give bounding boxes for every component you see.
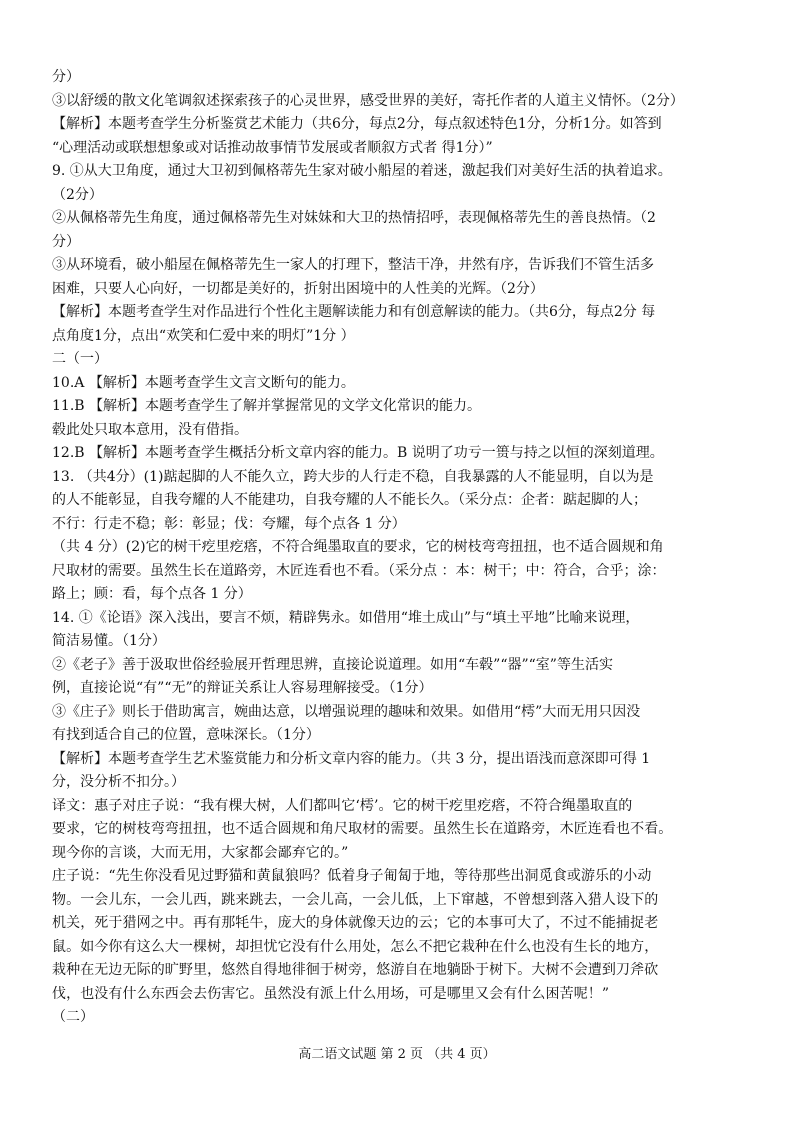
- text-line: ③《庄子》则长于借助寓言，婉曲达意，以增强说理的趣味和效果。如借用“樗”大而无用只因没: [52, 703, 641, 720]
- text-line: 10.A 【解析】本题考查学生文言文断句的能力。: [52, 374, 355, 391]
- text-line: ②《老子》善于汲取世俗经验展开哲理思辨，直接论说道理。如用“车毂”“器”“室”等生活实: [52, 656, 613, 673]
- section-heading: （二）: [52, 1009, 94, 1025]
- page-footer: 高二语文试题 第 2 页 （共 4 页）: [298, 1047, 496, 1062]
- text-line: ③从环境看，破小船屋在佩格蒂先生一家人的打理下，整洁干净，井然有序，告诉我们不管生活多: [52, 257, 654, 273]
- text-line: 困难，只要人心向好，一切都是美好的，折射出困境中的人性美的光辉。（2分）: [52, 280, 544, 297]
- text-line: 【解析】本题考查学生分析鉴赏艺术能力（共6分，每点2分，每点叙述特色1分，分析1分。如答到: [52, 116, 662, 132]
- text-line: 11.B 【解析】本题考查学生了解并掌握常见的文学文化常识的能力。: [52, 398, 482, 414]
- text-line: （2分）: [52, 186, 103, 203]
- text-line: （共 4 分）(2)它的树干疙里疙瘩，不符合绳墨取直的要求，它的树枝弯弯扭扭，也不适合圆规和角: [52, 539, 664, 555]
- text-line: 二（一）: [52, 351, 108, 367]
- text-line: 分）: [52, 233, 80, 250]
- translation-line: 鼠。如今你有这么大一棵树，却担忧它没有什么用处，怎么不把它栽种在什么也没有生长的地方，: [52, 938, 659, 955]
- text-line: 【解析】本题考查学生艺术鉴赏能力和分析文章内容的能力。（共 3 分，提出语浅而意深即可得 1: [52, 750, 651, 767]
- text-line: 不行：行走不稳；彰：彰显；伐：夸耀，每个点各 1 分）: [52, 515, 406, 532]
- translation-line: 现今你的言谈，大而无用，大家都会鄙弃它的。”: [52, 844, 349, 861]
- text-line: ③以舒缓的散文化笔调叙述探索孩子的心灵世界，感受世界的美好，寄托作者的人道主义情怀。（2分）: [52, 92, 684, 109]
- translation-line: 物。一会儿东，一会儿西，跳来跳去，一会儿高，一会儿低，上下窜越，不曾想到落入猎人设下的: [52, 891, 659, 908]
- text-line: 9. ①从大卫角度，通过大卫初到佩格蒂先生家对破小船屋的着迷，激起我们对美好生活的执着追求。: [52, 163, 672, 179]
- text-line: 点角度1分，点出“欢笑和仁爱中来的明灯”1分 ）: [52, 327, 355, 344]
- text-line: 简洁易懂。（1分）: [52, 633, 166, 649]
- answer-text-block: [52, 66, 752, 1030]
- text-line: 13. （共4分）(1)踮起脚的人不能久立，跨大步的人行走不稳，自我暴露的人不能显明，自以为是: [52, 468, 654, 485]
- text-line: “心理活动或联想想象或对话推动故事情节发展或者顺叙方式者 得1分）”: [52, 139, 493, 156]
- translation-line: 伐，也没有什么东西会去伤害它。虽然没有派上什么用场，可是哪里又会有什么困苦呢！”: [52, 985, 610, 1002]
- text-line: 12.B 【解析】本题考查学生概括分析文章内容的能力。B 说明了功亏一篑与持之以恒的深刻道理。: [52, 445, 664, 461]
- text-line: 路上；顾：看，每个点各 1 分）: [52, 586, 252, 602]
- text-line: 毂此处只取本意用，没有借指。: [52, 421, 248, 438]
- translation-line: 要求，它的树枝弯弯扭扭，也不适合圆规和角尺取材的需要。虽然生长在道路旁，木匠连看也不看。: [52, 821, 673, 837]
- text-line: 有找到适合自己的位置，意味深长。（1分）: [52, 727, 320, 743]
- text-line: 尺取材的需要。虽然生长在道路旁，木匠连看也不看。（采分点 ：本：树干；中：符合，合乎；涂：: [52, 562, 666, 579]
- text-line: 分，没分析不扣分。）: [52, 774, 185, 790]
- translation-line: 庄子说：“先生你没看见过野猫和黄鼠狼吗？低着身子匍匐于地，等待那些出洞觅食或游乐的小动: [52, 868, 652, 884]
- text-line: 例，直接论说“有”“无”的辩证关系让人容易理解接受。（1分）: [52, 680, 433, 696]
- translation-line: 机关，死于猎网之中。再有那牦牛，庞大的身体就像天边的云；它的本事可大了，不过不能捕捉老: [52, 915, 659, 931]
- translation-line: 栽种在无边无际的旷野里，悠然自得地徘徊于树旁，悠游自在地躺卧于树下。大树不会遭到刀斧砍: [52, 962, 659, 978]
- text-line: 的人不能彰显，自我夸耀的人不能建功，自我夸耀的人不能长久。（采分点：企者：踮起脚的人；: [52, 492, 647, 508]
- text-line: ②从佩格蒂先生角度，通过佩格蒂先生对妹妹和大卫的热情招呼，表现佩格蒂先生的善良热情。（2: [52, 210, 656, 226]
- text-line: 14. ①《论语》深入浅出，要言不烦，精辟隽永。如借用“堆土成山”与“填土平地”比喻来说理，: [52, 609, 640, 626]
- text-line: 【解析】本题考查学生对作品进行个性化主题解读能力和有创意解读的能力。（共6分，每点2分 每: [52, 304, 656, 320]
- text-line: 分）: [52, 69, 80, 85]
- translation-line: 译文：惠子对庄子说：“我有棵大树，人们都叫它‘樗’。它的树干疙里疙瘩，不符合绳墨取直的: [52, 797, 633, 814]
